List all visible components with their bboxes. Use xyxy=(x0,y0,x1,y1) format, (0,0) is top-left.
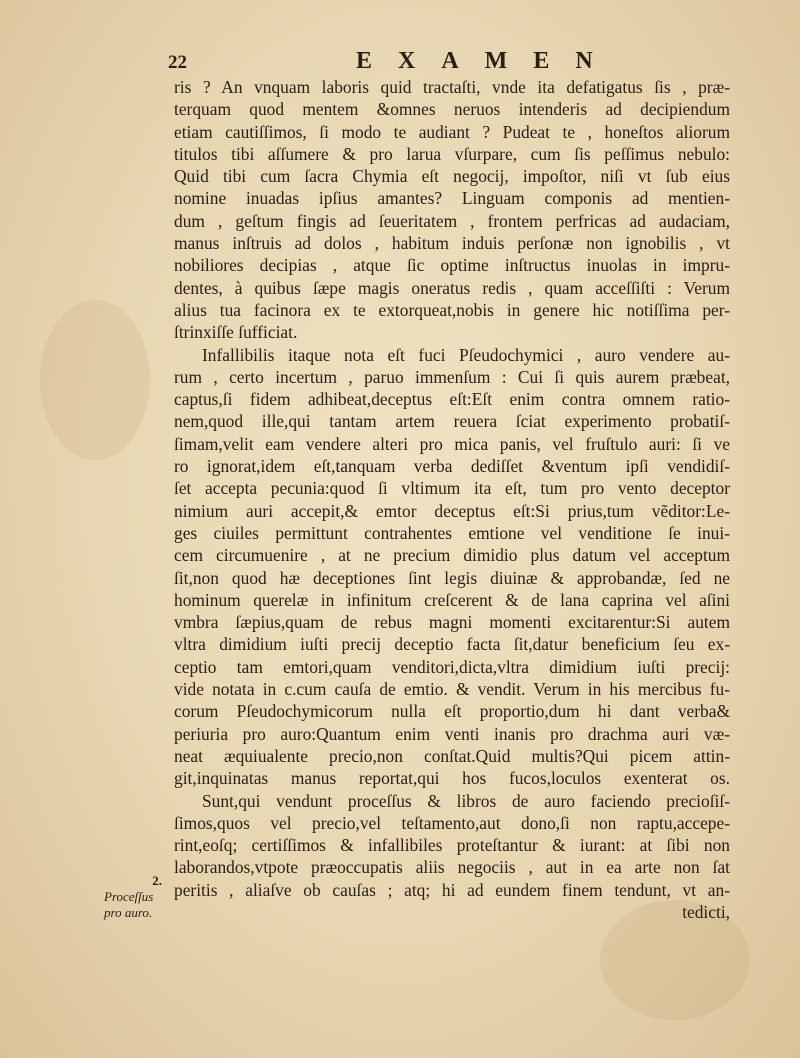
text-line: ges ciuiles permittunt contrahentes emtione vel venditione ſe inui- xyxy=(174,522,730,543)
text-line: rum , certo incertum , paruo immenſum : Cui ſi quis aurem præbeat, xyxy=(174,366,730,387)
text-line: dentes, à quibus ſæpe magis oneratus redis , quam acceſſiſti : Verum xyxy=(174,277,730,298)
text-line: Sunt,qui vendunt proceſſus & libros de auro faciendo precioſiſ- xyxy=(202,790,730,811)
text-line: hominum querelæ in infinitum creſcerent & de lana caprina vel aſini xyxy=(174,589,730,610)
text-line: git,inquinatas manus reportat,qui hos fucos,loculos exenterat os. xyxy=(174,768,730,789)
body-text xyxy=(174,76,730,923)
text-line: neat æquiualente precio,non conſtat.Quid multis?Qui picem attin- xyxy=(174,745,730,766)
paper-stain xyxy=(40,300,150,460)
margin-note xyxy=(104,873,166,921)
text-line: nem,quod ille,qui tantam artem reuera ſciat experimento probatiſ- xyxy=(174,411,730,432)
text-line: manus inſtruis ad dolos , habitum induis perſonæ non ignobilis , vt xyxy=(174,233,730,254)
text-line: vide notata in c.cum cauſa de emtio. & vendit. Verum in his mercibus fu- xyxy=(174,679,730,700)
text-line: alius tua facinora ex te extorqueat,nobis in genere hic notiſſima per- xyxy=(174,299,730,320)
text-line: cem circumuenire , at ne precium dimidio plus datum vel acceptum xyxy=(174,545,730,566)
text-line: ſet accepta pecunia:quod ſi vltimum ita eſt, tum pro vento deceptor xyxy=(174,478,730,499)
text-line: corum Pſeudochymicorum nulla eſt proportio,dum hi dant verba& xyxy=(174,701,730,722)
text-line: ro ignorat,idem eſt,tanquam verba dediſſet &ventum ipſi vendidiſ- xyxy=(174,456,730,477)
text-line: nomine inuadas ipſius amantes? Linguam componis ad mentien- xyxy=(174,188,730,209)
text-line: rint,eoſq; certiſſimos & infallibiles proteſtantur & iurant: at ſibi non xyxy=(174,835,730,856)
text-line: vltra dimidium iuſti precij deceptio facta ſit,datur beneficium ſeu ex- xyxy=(174,634,730,655)
margin-note-text: Proceſſus pro auro. xyxy=(104,889,154,920)
text-line: ſtrinxiſſe ſufficiat. xyxy=(174,322,298,343)
text-line: terquam quod mentem &omnes neruos intenderis ad decipiendum xyxy=(174,99,730,120)
text-line: periuria pro auro:Quantum enim venti inanis pro drachma auri væ- xyxy=(174,723,730,744)
text-line: ris ? An vnquam laboris quid tractaſti, vnde ita defatigatus ſis , præ- xyxy=(174,77,730,97)
text-line: peritis , aliaſve ob cauſas ; atq; hi ad eundem finem tendunt, vt an- xyxy=(174,879,730,900)
text-line: vmbra ſæpius,quam de rebus magni momenti excitarentur:Si autem xyxy=(174,612,730,633)
catchword: tedicti, xyxy=(682,901,730,922)
running-head: EXAMEN xyxy=(356,48,619,74)
text-line: Quid tibi cum ſacra Chymia eſt negocij, impoſtor, niſi vt ſub eius xyxy=(174,166,730,187)
text-line: nimium auri accepit,& emtor deceptus eſt:Si prius,tum vẽditor:Le- xyxy=(174,500,730,521)
text-line: etiam cautiſſimos, ſi modo te audiant ? Pudeat te , honeſtos aliorum xyxy=(174,121,730,142)
text-line: ceptio tam emtori,quam venditori,dicta,vltra dimidium iuſti precij: xyxy=(174,656,730,677)
page-number: 22 xyxy=(168,52,187,73)
text-line: laborandos,vtpote præoccupatis aliis negociis , aut in ea arte non ſat xyxy=(174,857,730,878)
text-line: Infallibilis itaque nota eſt fuci Pſeudochymici , auro vendere au- xyxy=(202,344,730,365)
text-line: ſimam,velit eam vendere alteri pro mica panis, vel fruſtulo auri: ſi ve xyxy=(174,433,730,454)
text-line: ſimos,quos vel precio,vel teſtamento,aut dono,ſi non raptu,accepe- xyxy=(174,812,730,833)
text-line: nobiliores decipias , atque ſic optime inſtructus inuolas in impru- xyxy=(174,255,730,276)
text-line: captus,ſi fidem adhibeat,deceptus eſt:Eſt enim contra omnem ratio- xyxy=(174,389,730,410)
text-line: ſit,non quod hæ deceptiones ſint legis diuinæ & approbandæ, ſed ne xyxy=(174,567,730,588)
margin-note-number: 2. xyxy=(152,873,162,888)
text-line: titulos tibi aſſumere & pro larua vſurpare, cum ſis peſſimus nebulo: xyxy=(174,143,730,164)
page-header xyxy=(168,48,728,78)
text-line: dum , geſtum fingis ad ſeueritatem , frontem perfricas ad audaciam, xyxy=(174,210,730,231)
